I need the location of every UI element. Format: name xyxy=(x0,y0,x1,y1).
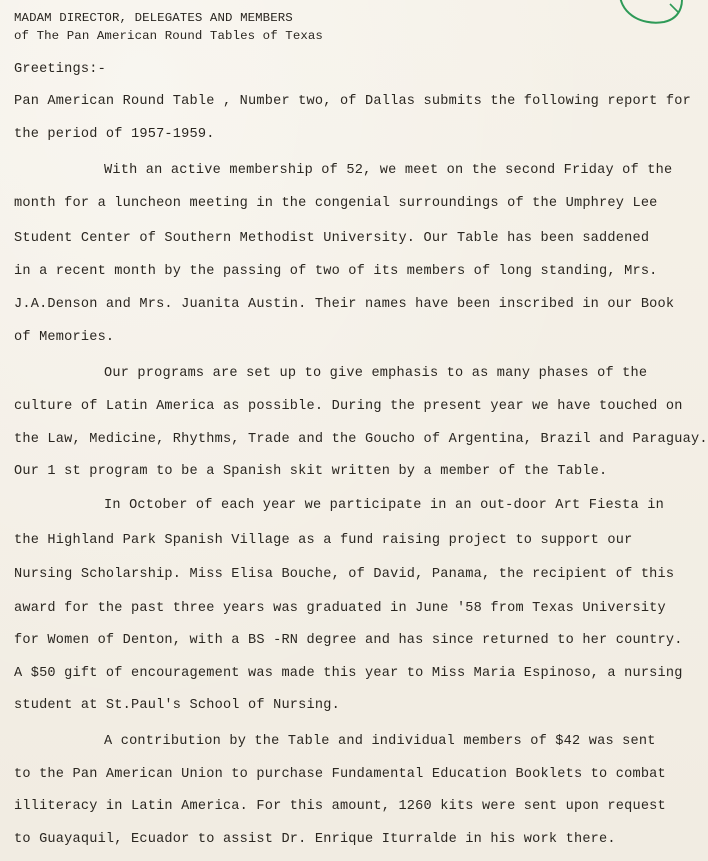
paragraph-line: month for a luncheon meeting in the congenial surroundings of the Umphrey Lee xyxy=(14,196,658,211)
paragraph-line: culture of Latin America as possible. During the present year we have touched on xyxy=(14,399,683,414)
paragraph-line: in a recent month by the passing of two of its members of long standing, Mrs. xyxy=(14,264,658,279)
intro-line: the period of 1957-1959. xyxy=(14,127,215,142)
paragraph-line: of Memories. xyxy=(14,330,115,345)
paragraph-line: to the Pan American Union to purchase Fundamental Education Booklets to combat xyxy=(14,767,666,782)
greeting: Greetings:- xyxy=(14,62,106,77)
paragraph-line: A contribution by the Table and individual members of $42 was sent xyxy=(104,734,656,749)
salutation-line-2: of The Pan American Round Tables of Texas xyxy=(14,29,323,43)
paragraph-line: J.A.Denson and Mrs. Juanita Austin. Their names have been inscribed in our Book xyxy=(14,297,675,312)
paragraph-line: for Women of Denton, with a BS -RN degree and has since returned to her country. xyxy=(14,633,683,648)
paragraph-line: the Law, Medicine, Rhythms, Trade and the Goucho of Argentina, Brazil and Paraguay. xyxy=(14,432,708,447)
paragraph-line: Student Center of Southern Methodist University. Our Table has been saddened xyxy=(14,231,650,246)
paragraph-line: A $50 gift of encouragement was made this year to Miss Maria Espinoso, a nursing xyxy=(14,666,683,681)
salutation-line-1: MADAM DIRECTOR, DELEGATES AND MEMBERS xyxy=(14,11,293,25)
paragraph-line: With an active membership of 52, we meet on the second Friday of the xyxy=(104,163,673,178)
intro-line: Pan American Round Table , Number two, of Dallas submits the following report for xyxy=(14,94,691,109)
paragraph-line: to Guayaquil, Ecuador to assist Dr. Enrique Iturralde in his work there. xyxy=(14,832,616,847)
paragraph-line: illiteracy in Latin America. For this amount, 1260 kits were sent upon request xyxy=(14,799,666,814)
paragraph-line: the Highland Park Spanish Village as a fund raising project to support our xyxy=(14,533,633,548)
paragraph-line: Nursing Scholarship. Miss Elisa Bouche, of David, Panama, the recipient of this xyxy=(14,567,675,582)
paragraph-line: student at St.Paul's School of Nursing. xyxy=(14,698,340,713)
green-pen-mark-icon xyxy=(612,0,688,32)
paragraph-line: Our programs are set up to give emphasis to as many phases of the xyxy=(104,366,648,381)
paragraph-line: award for the past three years was graduated in June '58 from Texas University xyxy=(14,601,666,616)
paragraph-line: In October of each year we participate in an out-door Art Fiesta in xyxy=(104,498,664,513)
paragraph-line: Our 1 st program to be a Spanish skit written by a member of the Table. xyxy=(14,464,608,479)
